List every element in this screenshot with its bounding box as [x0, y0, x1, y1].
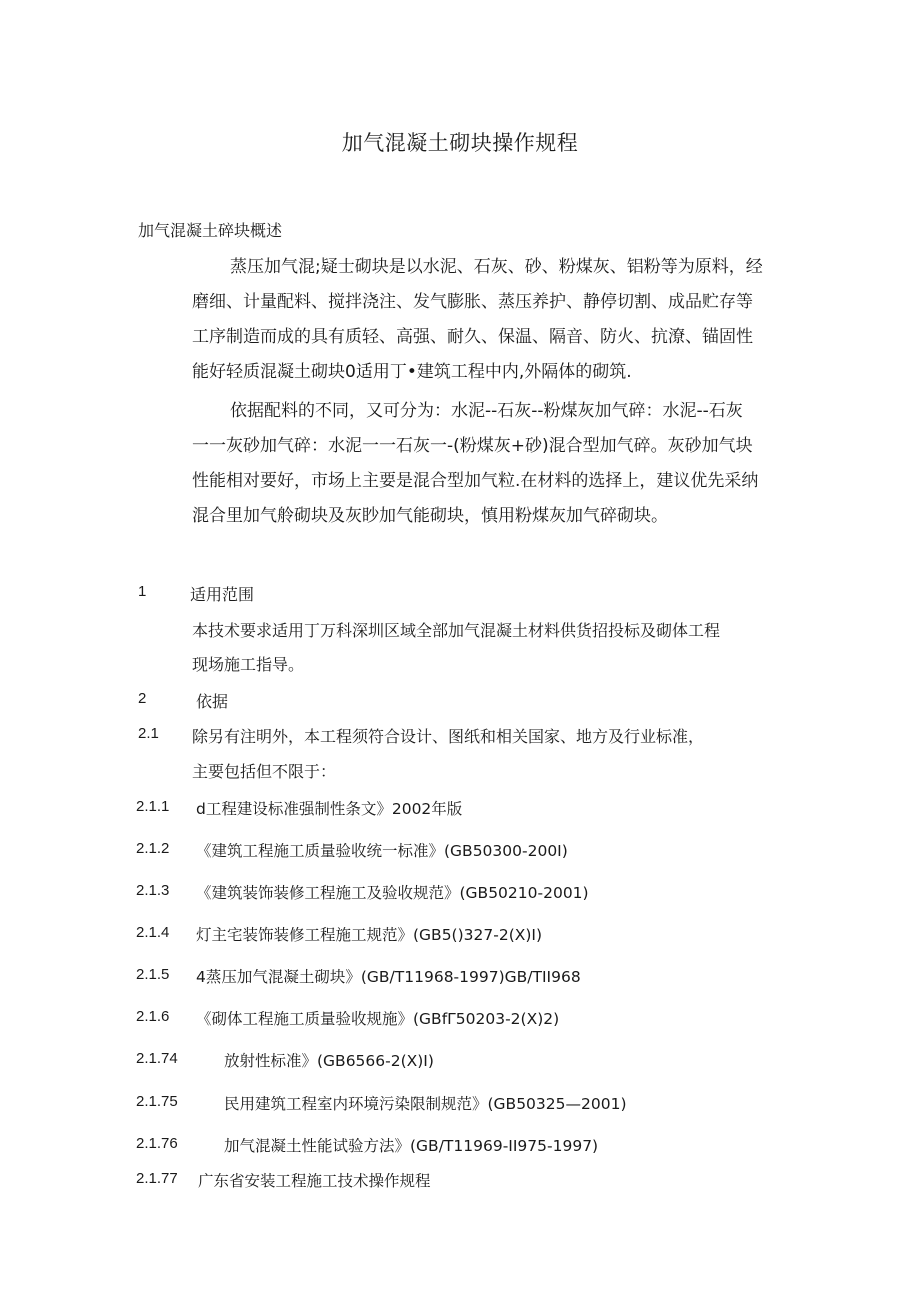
reference-text: 《砌体工程施工质量验收规施》(GBfΓ50203-2(X)2): [196, 1010, 560, 1028]
reference-text: 灯主宅装饰装修工程施工规范》(GB5()327-2(X)I): [196, 926, 543, 944]
reference-number: 2.1.75: [136, 1093, 178, 1110]
reference-number: 2.1.76: [136, 1135, 178, 1152]
reference-text: 民用建筑工程室内环境污染限制规范》(GB50325—2001): [224, 1095, 627, 1113]
reference-number: 2.1.2: [136, 840, 170, 857]
reference-number: 2.1.77: [136, 1170, 178, 1187]
reference-text: 广东省安装工程施工技术操作规程: [198, 1172, 431, 1190]
section-number: 2: [138, 690, 147, 707]
reference-number: 2.1.6: [136, 1008, 170, 1025]
reference-text: 《建筑工程施工质量验收统一标准》(GB50300-200I): [196, 842, 568, 860]
reference-number: 2.1.74: [136, 1050, 178, 1067]
section-heading: 适用范围: [190, 585, 255, 604]
reference-number: 2.1.3: [136, 882, 170, 899]
overview-paragraph-1: [192, 250, 812, 390]
reference-text: 4蒸压加气混凝土砌块》(GB∕T11968-1997)GB/TII968: [196, 968, 581, 986]
section-number: 2.1: [138, 725, 159, 742]
reference-number: 2.1.1: [136, 798, 170, 815]
section-heading: 依据: [196, 692, 229, 711]
reference-text: 加气混凝土性能试验方法》(GB/T11969-II975-1997): [224, 1137, 599, 1155]
paragraph-line: 依据配料的不同，又可分为：水泥--石灰--粉煤灰加气碎：水泥--石灰: [230, 401, 743, 421]
paragraph-line: 蒸压加气混;疑士砌块是以水泥、石灰、砂、粉煤灰、铝粉等为原料，经: [230, 257, 763, 277]
reference-number: 2.1.4: [136, 924, 170, 941]
reference-text: 放射性标准》(GB6566-2(X)I): [224, 1052, 434, 1070]
section-text: 现场施工指导。: [192, 655, 305, 674]
overview-paragraph-2: [192, 394, 812, 534]
section-number: 1: [138, 583, 147, 600]
paragraph-line: 工序制造而成的具有质轻、高强、耐久、保温、隔音、防火、抗潦、锚固性: [192, 327, 753, 347]
section-text: 本技术要求适用丁万科深圳区域全部加气混凝土材料供货招投标及砌体工程: [192, 621, 721, 640]
reference-text: d工程建设标准强制性条文》2002年版: [196, 800, 463, 818]
paragraph-line: 能好轻质混凝土砌块0适用丁•建筑工程中内,外隔体的砌筑.: [192, 362, 632, 382]
document-title: 加气混凝土砌块操作规程: [341, 131, 579, 155]
paragraph-line: 磨细、计量配料、搅拌浇注、发气膨胀、蒸压养护、静停切割、成品贮存等: [192, 292, 753, 312]
paragraph-line: 混合里加气舲砌块及灰眇加气能砌块，慎用粉煤灰加气碎砌块。: [192, 506, 668, 526]
section-text: 除另有注明外，本工程须符合设计、图纸和相关国家、地方及行业标准，: [192, 727, 705, 746]
reference-text: 《建筑装饰装修工程施工及验收规范》(GB50210-2001): [196, 884, 589, 902]
paragraph-line: 一一灰砂加气碎：水泥一一石灰一-(粉煤灰+砂)混合型加气碎。灰砂加气块: [192, 436, 753, 456]
section-text: 主要包括但不限于：: [192, 762, 337, 781]
reference-number: 2.1.5: [136, 966, 170, 983]
paragraph-line: 性能相对要好，市场上主要是混合型加气粒.在材料的选择上，建议优先采纳: [192, 471, 759, 491]
overview-heading: 加气混凝土碎块概述: [138, 221, 283, 240]
